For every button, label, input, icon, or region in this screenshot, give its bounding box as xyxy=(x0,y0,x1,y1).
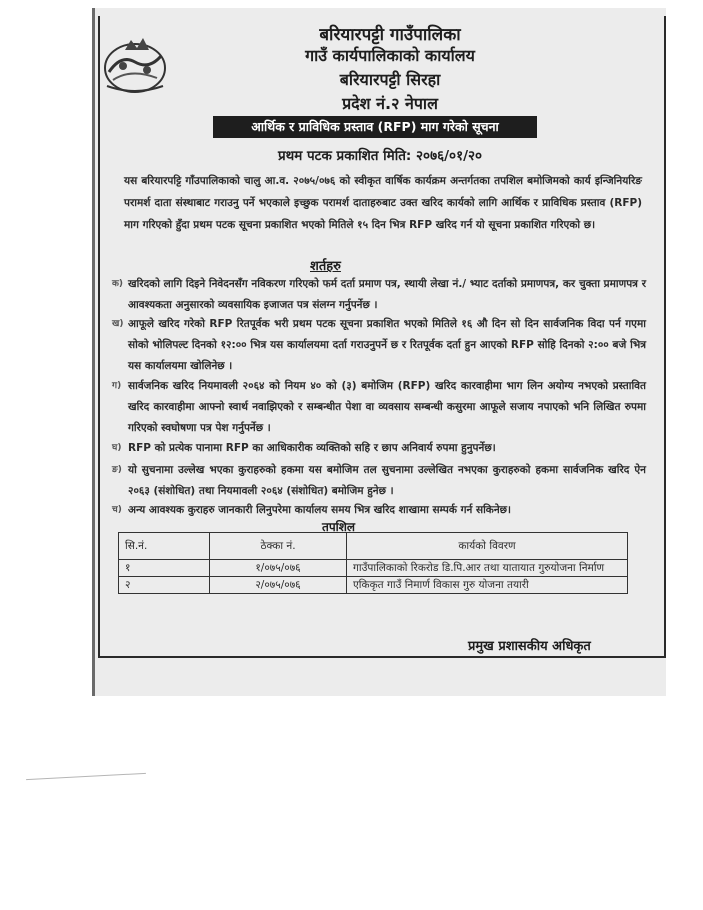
condition-item xyxy=(112,460,646,502)
cell-sn: २ xyxy=(119,577,210,594)
condition-text: यो सुचनामा उल्लेख भएका कुराहरुको हकमा यस बमोजिम तल सुचनामा उल्लेखित नभएका कुराहरुको हकमा सार्वजनिक खरिद ऐन २०६३ (संशोधित) तथा नियमावली २०६४ (संशोधित) बमोजिम हुनेछ । xyxy=(128,464,646,497)
cell-contract: १/०७५/०७६ xyxy=(210,560,347,577)
condition-text: सार्वजनिक खरिद नियमावली २०६४ को नियम ४० को (३) बमोजिम (RFP) खरिद कारवाहीमा भाग लिन अयोग्य नभएको प्रस्तावित खरिद कारवाहीमा आफ्नो स्वार्थ नवाझिएको र सम्बन्धीत पेशा वा व्यवसाय सम्बन्धी कसुरमा आफूले सजाय नपाएको भनि लिखित रुपमा गरिएको स्वघोषणा पत्र पेश गर्नुपर्नेछ । xyxy=(128,380,646,434)
conditions-heading: शर्तहरु xyxy=(310,259,341,274)
condition-number: ख) xyxy=(112,319,124,329)
condition-number: ग) xyxy=(112,381,122,391)
intro-paragraph: यस बरियारपट्टि गाँउपालिकाको चालु आ.व. २०७५/०७६ को स्वीकृत वार्षिक कार्यक्रम अन्तर्गतका तपशिल बमोजिमको कार्य इन्जिनियरिङ परामर्श दाता संस्थाबाट गराउनु पर्ने भएकाले इच्छुक परामर्श दाताहरुबाट उक्त खरिद कार्यको लागि आर्थिक र प्राविधिक प्रस्ताव (RFP) माग गरिएको हुँदा प्रथम पटक सूचना प्रकाशित भएको मितिले १५ दिन भित्र RFP खरिद गर्न यो सूचना प्रकाशित गरिएको छ। xyxy=(124,175,642,231)
cell-sn: १ xyxy=(119,560,210,577)
condition-text: खरिदको लागि दिइने निवेदनसँग नविकरण गरिएको फर्म दर्ता प्रमाण पत्र, स्थायी लेखा नं./ भ्याट दर्ताको प्रमाणपत्र, कर चुक्ता प्रमाणपत्र र आवश्यकता अनुसारको व्यवसायिक इजाजत पत्र संलग्न गर्नुपर्नेछ । xyxy=(128,278,646,311)
condition-item xyxy=(112,314,646,377)
condition-item xyxy=(112,500,646,521)
cell-desc: गाउँपालिकाको रिकरोड डि.पि.आर तथा यातायात गुरुयोजना निर्माण xyxy=(347,560,628,577)
condition-item xyxy=(112,274,646,316)
province-name: प्रदेश नं.२ नेपाल xyxy=(342,94,438,113)
cell-contract: २/०७५/०७६ xyxy=(210,577,347,594)
condition-item xyxy=(112,376,646,439)
table-row xyxy=(119,560,628,577)
header-sn: सि.नं. xyxy=(119,533,210,560)
nepal-emblem-icon xyxy=(101,34,169,96)
municipality-name: बरियारपट्टी गाउँपालिका xyxy=(319,25,461,45)
condition-item xyxy=(112,438,646,459)
scan-mark xyxy=(26,773,146,780)
notice-title-banner: आर्थिक र प्राविधिक प्रस्ताव (RFP) माग गरेको सूचना xyxy=(213,116,537,138)
header-desc: कार्यको विवरण xyxy=(347,533,628,560)
office-location: बरियारपट्टी सिरहा xyxy=(339,70,441,89)
condition-number: घ) xyxy=(112,443,122,453)
condition-number: च) xyxy=(112,505,122,515)
header-contract: ठेक्का नं. xyxy=(210,533,347,560)
details-table-title: तपशिल xyxy=(322,520,356,534)
condition-text: RFP को प्रत्येक पानामा RFP का आधिकारीक व्यक्तिको सहि र छाप अनिवार्य रुपमा हुनुपर्नेछ। xyxy=(128,442,496,454)
details-table xyxy=(118,532,628,594)
table-row xyxy=(119,577,628,594)
cell-desc: एकिकृत गाउँ निमार्ण विकास गुरु योजना तयारी xyxy=(347,577,628,594)
condition-text: अन्य आवश्यक कुराहरु जानकारी लिनुपरेमा कार्यालय समय भित्र खरिद शाखामा सम्पर्क गर्न सकिनेछ। xyxy=(128,504,512,516)
table-header-row xyxy=(119,533,628,560)
condition-text: आफूले खरिद गरेको RFP रितपूर्वक भरी प्रथम पटक सूचना प्रकाशित भएको मितिले १६ औ दिन सो दिन सार्वजनिक विदा पर्न गएमा सोको भोलिपल्ट दिनको १२:०० भित्र यस कार्यालयमा दर्ता गराउनुपर्ने छ र रितपूर्वक दर्ता हुन आएको RFP सोहि दिनको २:०० बजे भित्र यस कार्यालयमा खोलिनेछ । xyxy=(128,318,646,372)
office-name: गाउँ कार्यपालिकाको कार्यालय xyxy=(305,46,475,65)
signature-title: प्रमुख प्रशासकीय अधिकृत xyxy=(468,639,591,654)
condition-number: ङ) xyxy=(112,465,122,475)
condition-number: क) xyxy=(112,279,124,289)
publish-date: प्रथम पटक प्रकाशित मिति: २०७६/०१/२० xyxy=(277,148,483,164)
scan-edge xyxy=(92,8,95,696)
